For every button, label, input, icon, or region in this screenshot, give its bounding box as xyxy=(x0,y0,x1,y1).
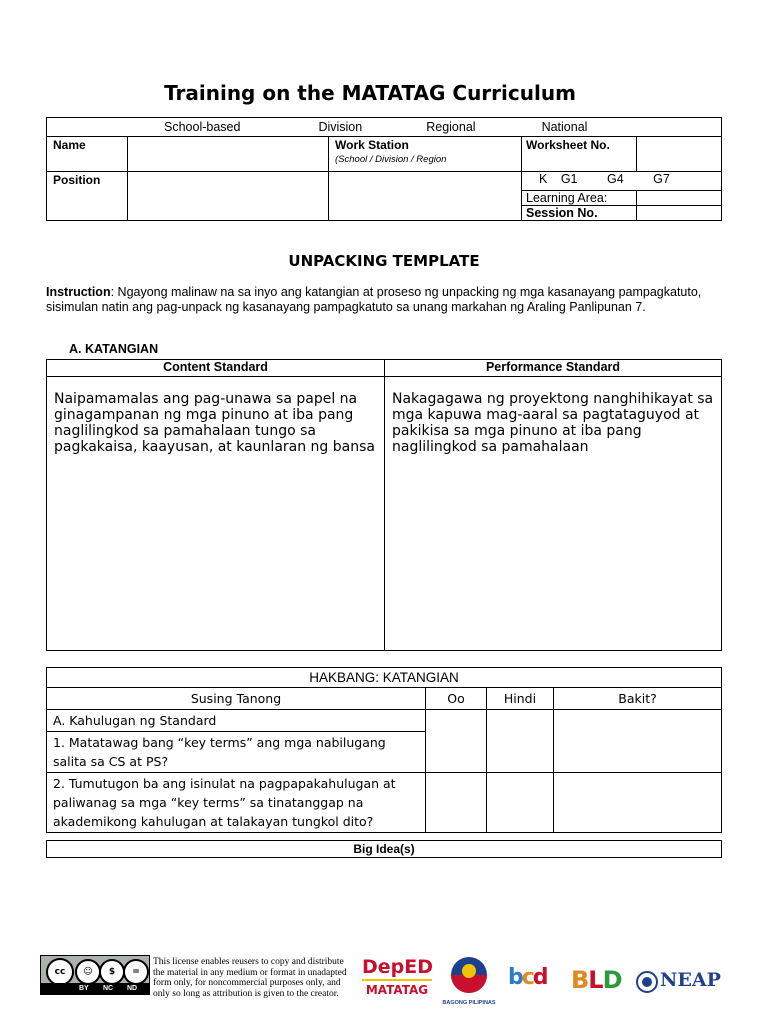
learning-area-field[interactable] xyxy=(637,191,722,206)
performance-standard-text: Nakagagawa ng proyektong nanghihikayat sa mga kapuwa mag-aaral sa pagtataguyod at pakikisa sa mga pinuno at iba pang naglilingkod sa pamahalaan xyxy=(385,377,722,651)
bakit-cell[interactable] xyxy=(554,773,722,833)
cc-license-badge xyxy=(40,955,150,995)
neap-logo xyxy=(636,969,732,999)
oo-cell[interactable] xyxy=(426,710,487,773)
attribution-icon: ☺ xyxy=(75,959,101,985)
content-standard-header: Content Standard xyxy=(47,360,385,377)
level-school-based: School-based xyxy=(164,120,241,134)
level-division: Division xyxy=(318,120,363,134)
work-station-label: Work Station xyxy=(335,138,409,152)
table-row: A. Kahulugan ng Standard xyxy=(47,710,426,732)
neap-logo-text: NEAP xyxy=(660,969,721,991)
col-oo: Oo xyxy=(426,688,487,710)
bld-logo-text: BLD xyxy=(571,966,622,994)
hindi-cell[interactable] xyxy=(487,710,554,773)
position-extra-field[interactable] xyxy=(329,172,522,221)
name-label: Name xyxy=(47,137,128,172)
deped-matatag-logo xyxy=(362,957,432,1005)
matatag-logo-text: MATATAG xyxy=(365,983,429,997)
cc-icon: cc xyxy=(46,958,74,986)
standards-table xyxy=(46,359,722,651)
section-a-heading: A. KATANGIAN xyxy=(69,342,159,356)
license-text: This license enables reusers to copy and distribute the material in any medium or format in unadapted form only, for noncommercial purposes only, and only so long as attribution is given to the creator. xyxy=(153,957,347,999)
grade-g1: G1 xyxy=(560,172,578,186)
cc-nd-label: ND xyxy=(127,985,138,992)
noderivatives-icon: = xyxy=(123,959,149,985)
instruction-label: Instruction xyxy=(46,285,111,299)
oo-cell[interactable] xyxy=(426,773,487,833)
bakit-cell[interactable] xyxy=(554,710,722,773)
session-label: Session No. xyxy=(522,206,637,221)
deped-logo-text: DepED xyxy=(362,956,434,978)
bcd-logo xyxy=(508,965,554,999)
worksheet-field[interactable] xyxy=(637,137,722,172)
name-field[interactable] xyxy=(128,137,329,172)
bagong-pilipinas-text: BAGONG PILIPINAS xyxy=(442,1000,496,1006)
grade-k: K xyxy=(539,172,548,186)
col-susing-tanong: Susing Tanong xyxy=(47,688,426,710)
big-idea-header: Big Idea(s) xyxy=(46,840,722,858)
header-table xyxy=(46,117,722,221)
col-bakit: Bakit? xyxy=(554,688,722,710)
table-row: 2. Tumutugon ba ang isinulat na pagpapakahulugan at paliwanag sa mga “key terms” sa tinatanggap na akademikong kahulugan at talakayan tungkol dito? xyxy=(47,773,426,833)
worksheet-label: Worksheet No. xyxy=(522,137,637,172)
bld-logo xyxy=(571,966,623,998)
position-label: Position xyxy=(47,172,128,221)
cc-by-label: BY xyxy=(79,985,89,992)
col-hindi: Hindi xyxy=(487,688,554,710)
cc-nc-label: NC xyxy=(103,985,114,992)
level-row xyxy=(47,118,722,137)
instruction xyxy=(46,285,726,315)
performance-standard-header: Performance Standard xyxy=(385,360,722,377)
grade-g7: G7 xyxy=(653,172,670,186)
level-regional: Regional xyxy=(426,120,476,134)
noncommercial-icon: $ xyxy=(99,959,125,985)
hindi-cell[interactable] xyxy=(487,773,554,833)
instruction-text: : Ngayong malinaw na sa inyo ang katangian at proseso ng unpacking ng mga kasanayang pampagkatuto, sisimulan natin ang pag-unpack ng kasanayang pampagkatuto sa unang markahan ng Araling Panlipunan 7. xyxy=(46,285,702,314)
bagong-pilipinas-logo xyxy=(441,955,497,1005)
grade-row xyxy=(522,172,722,191)
content-standard-text: Naipamamalas ang pag-unawa sa papel na ginagampanan ng mga pinuno at iba pang naglilingkod sa pamahalaan tungo sa pagkakaisa, kaayusan, at kaunlaran ng bansa xyxy=(47,377,385,651)
bcd-logo-text: bcd xyxy=(508,965,547,990)
hakbang-title: HAKBANG: KATANGIAN xyxy=(47,668,722,688)
hakbang-table xyxy=(46,667,722,833)
work-station-note: (School / Division / Region xyxy=(335,154,447,165)
section-title: UNPACKING TEMPLATE xyxy=(288,252,480,270)
grade-g4: G4 xyxy=(607,172,624,186)
page-title: Training on the MATATAG Curriculum xyxy=(164,81,576,105)
learning-area-label: Learning Area: xyxy=(522,191,637,206)
work-station-cell xyxy=(329,137,522,172)
session-field[interactable] xyxy=(637,206,722,221)
position-field[interactable] xyxy=(128,172,329,221)
table-row: 1. Matatawag bang “key terms” ang mga nabilugang salita sa CS at PS? xyxy=(47,732,426,773)
level-national: National xyxy=(541,120,588,134)
